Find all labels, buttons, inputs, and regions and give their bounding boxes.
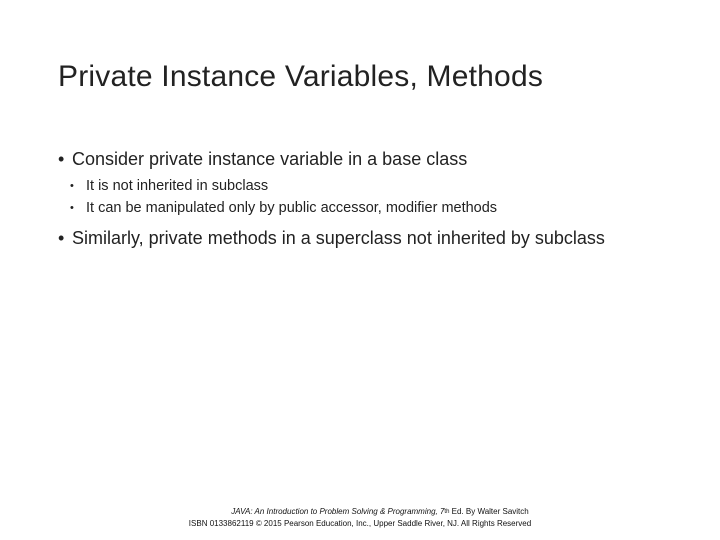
footer-citation <box>0 506 720 518</box>
slide-title: Private Instance Variables, Methods <box>58 60 544 93</box>
footer <box>0 506 720 530</box>
footer-edition-rest: Ed. By Walter Savitch <box>449 507 529 516</box>
bullet-list <box>58 148 698 249</box>
bullet-item <box>58 227 698 249</box>
footer-edition-sup: th <box>444 509 450 515</box>
bullet-icon: • <box>58 149 65 169</box>
sub-bullet-item <box>70 175 698 197</box>
sub-bullet-text: It is not inherited in subclass <box>86 178 269 194</box>
sub-bullet-list <box>70 175 698 219</box>
bullet-text: Similarly, private methods in a superclass not inherited by subclass <box>72 228 605 248</box>
sub-bullet-item <box>70 197 698 219</box>
bullet-item <box>58 148 698 170</box>
sub-bullet-icon: • <box>70 202 74 214</box>
footer-copyright: ISBN 0133862119 © 2015 Pearson Education, Inc., Upper Saddle River, NJ. All Rights Reserved <box>188 519 532 528</box>
footer-book-title: JAVA: An Introduction to Problem Solving & Programming, 7 <box>231 507 445 516</box>
sub-bullet-text: It can be manipulated only by public accessor, modifier methods <box>86 200 498 216</box>
sub-bullet-icon: • <box>70 180 74 192</box>
bullet-text: Consider private instance variable in a base class <box>72 149 468 169</box>
bullet-icon: • <box>58 228 65 248</box>
